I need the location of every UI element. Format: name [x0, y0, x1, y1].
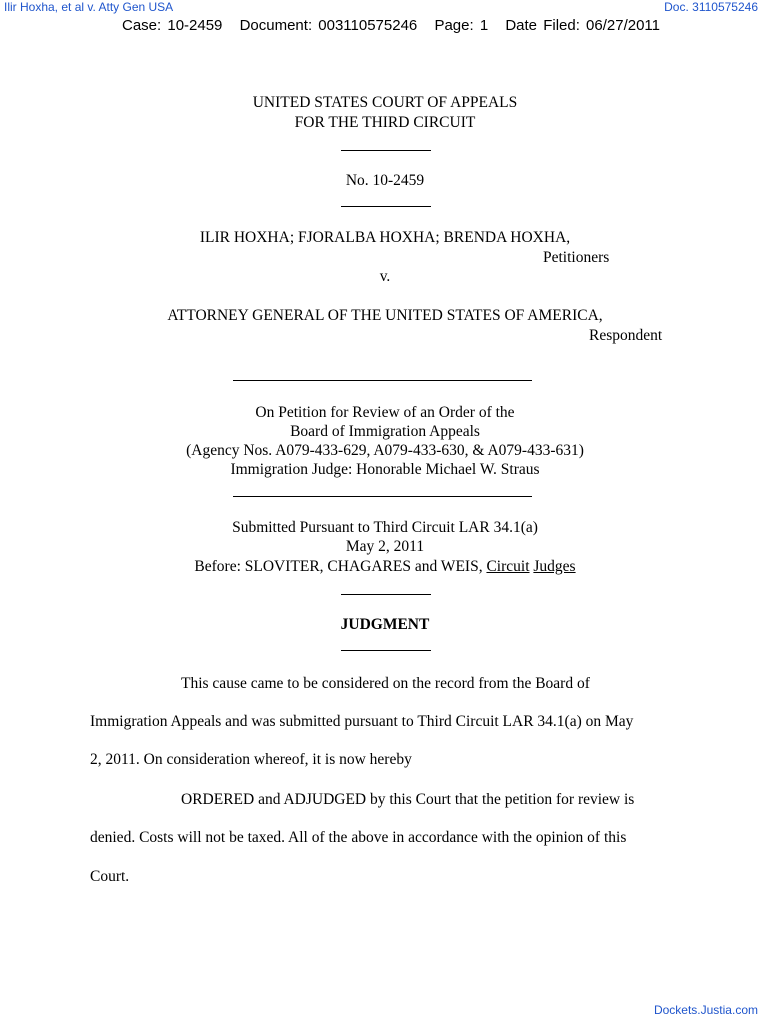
judgment-paragraph2-line1: ORDERED and ADJUDGED by this Court that the petition for review is [181, 791, 635, 808]
court-name-line2: FOR THE THIRD CIRCUIT [294, 114, 476, 131]
agency-numbers: (Agency Nos. A079-433-629, A079-433-630, & A079-433-631) [186, 442, 584, 459]
respondent-label: Respondent [589, 327, 663, 344]
petitioners-names: ILIR HOXHA; FJORALBA HOXHA; BRENDA HOXHA, [199, 229, 571, 246]
versus: v. [379, 268, 391, 285]
date-filed: Date Filed: 06/27/2011 [505, 17, 661, 34]
divider [341, 150, 431, 151]
divider [341, 650, 431, 651]
judgment-heading-text: JUDGMENT [340, 616, 430, 633]
docket-number: No. 10-2459 [345, 172, 425, 189]
immigration-judge: Immigration Judge: Honorable Michael W. Straus [230, 461, 540, 478]
judgment-paragraph1-line2: Immigration Appeals and was submitted pursuant to Third Circuit LAR 34.1(a) on May [90, 713, 634, 730]
submission-date: May 2, 2011 [345, 538, 425, 555]
doc-number-link[interactable]: Doc. 3110575246 [664, 0, 758, 14]
divider [341, 206, 431, 207]
judgment-paragraph2-line2: denied. Costs will not be taxed. All of the above in accordance with the opinion of this [90, 829, 627, 846]
divider [233, 496, 532, 497]
judgment-paragraph1-line1: This cause came to be considered on the record from the Board of [181, 675, 590, 692]
petition-line1: On Petition for Review of an Order of the [255, 404, 515, 421]
divider [341, 594, 431, 595]
petitioners-label: Petitioners [543, 249, 610, 266]
court-name-line1: UNITED STATES COURT OF APPEALS [252, 94, 518, 111]
panel-judges-names: Before: SLOVITER, CHAGARES and WEIS, [194, 558, 487, 575]
respondent-name: ATTORNEY GENERAL OF THE UNITED STATES OF AMERICA, [167, 307, 603, 324]
petition-line2: Board of Immigration Appeals [290, 423, 480, 440]
document-number: Document: 003110575246 [239, 17, 418, 34]
submission-line: Submitted Pursuant to Third Circuit LAR 34.1(a) [232, 519, 538, 536]
case-number: Case: 10-2459 [122, 17, 223, 34]
judgment-heading [0, 616, 770, 634]
circuit-word: Circuit [486, 558, 530, 575]
page-number: Page: 1 [434, 17, 489, 34]
panel-judges [0, 558, 770, 576]
case-title-link[interactable]: Ilir Hoxha, et al v. Atty Gen USA [4, 0, 174, 14]
judgment-paragraph2-line3: Court. [90, 868, 130, 885]
case-header [0, 17, 770, 34]
judges-word: Judges [533, 558, 576, 575]
divider [233, 380, 532, 381]
source-link[interactable]: Dockets.Justia.com [653, 1003, 758, 1017]
judgment-paragraph1-line3: 2, 2011. On consideration whereof, it is now hereby [90, 751, 412, 768]
